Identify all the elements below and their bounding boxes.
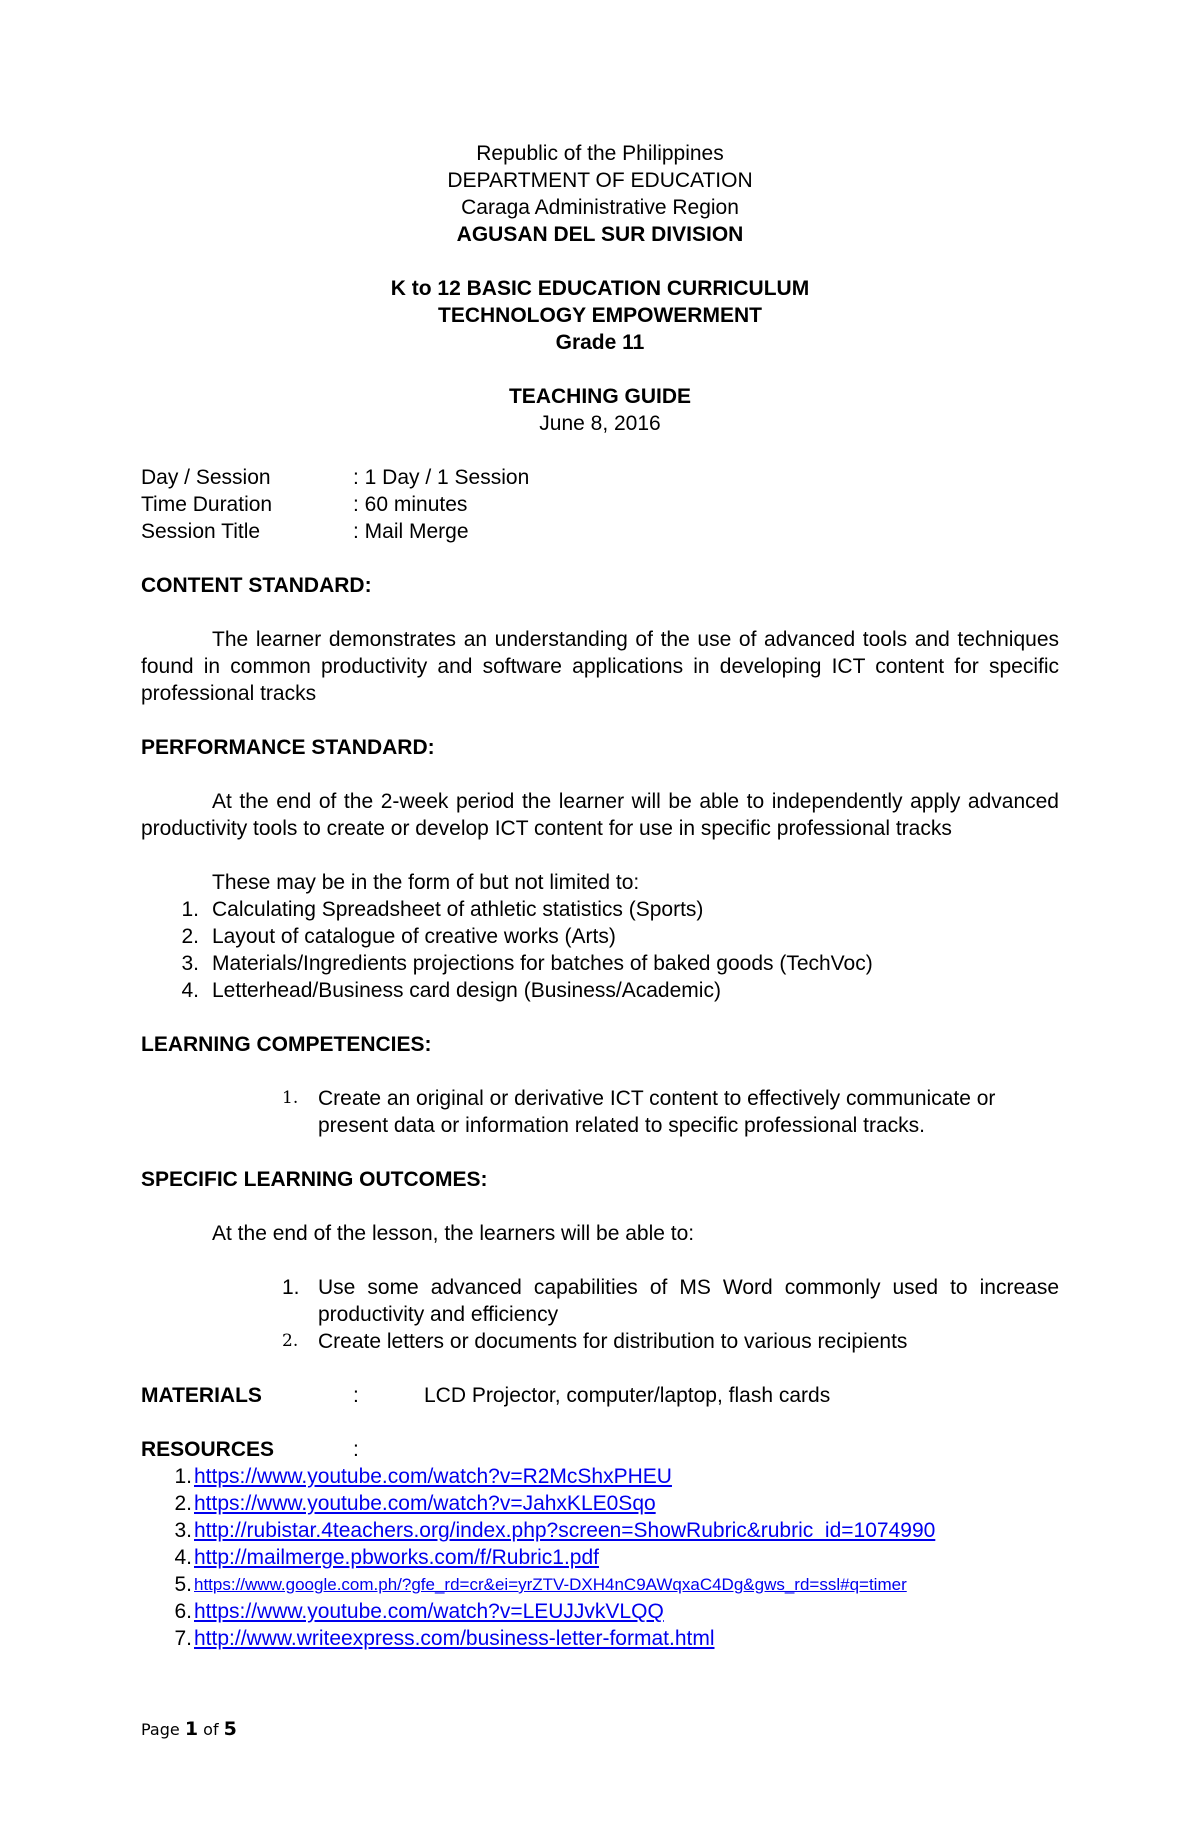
region-line: Caraga Administrative Region: [461, 196, 739, 219]
session-value: : Mail Merge: [353, 520, 469, 543]
resources-row: RESOURCES :: [141, 1438, 359, 1461]
resource-link[interactable]: http://www.writeexpress.com/business-letter-format.html: [194, 1627, 715, 1650]
session-info: [141, 464, 1059, 545]
list-item: 3. Materials/Ingredients projections for batches of baked goods (TechVoc): [181, 952, 873, 975]
performance-standard-heading: PERFORMANCE STANDARD:: [141, 736, 435, 759]
materials-value: LCD Projector, computer/laptop, flash cards: [424, 1384, 831, 1407]
resource-link[interactable]: https://www.youtube.com/watch?v=LEUJJvkVLQQ: [194, 1600, 664, 1623]
content-standard-heading: CONTENT STANDARD:: [141, 574, 372, 597]
list-item: 1. Create an original or derivative ICT content to effectively communicate or present data or information related to specific professional tracks.: [282, 1087, 996, 1137]
current-page: 1: [184, 1718, 199, 1740]
republic-line: Republic of the Philippines: [476, 142, 724, 165]
resource-link[interactable]: http://mailmerge.pbworks.com/f/Rubric1.pdf: [194, 1546, 599, 1569]
list-item: 6. https://www.youtube.com/watch?v=LEUJJvkVLQQ: [174, 1600, 664, 1623]
curriculum-line: K to 12 BASIC EDUCATION CURRICULUM: [390, 277, 810, 300]
session-label: Time Duration: [141, 493, 273, 516]
list-item: 3. http://rubistar.4teachers.org/index.php?screen=ShowRubric&rubric_id=1074990: [174, 1519, 936, 1542]
list-item: 4. http://mailmerge.pbworks.com/f/Rubric1.pdf: [174, 1546, 599, 1569]
session-row: [141, 491, 1059, 518]
session-row: [141, 518, 1059, 545]
materials-label: MATERIALS: [141, 1384, 262, 1407]
session-label: Session Title: [141, 520, 261, 543]
document-page: [141, 140, 1059, 1652]
list-item: 5. https://www.google.com.ph/?gfe_rd=cr&ei=yrZTV-DXH4nC9AWqxaC4Dg&gws_rd=ssl#q=timer: [174, 1573, 907, 1596]
list-item: 2. Layout of catalogue of creative works (Arts): [181, 925, 616, 948]
document-header: [141, 140, 1059, 437]
performance-intro: These may be in the form of but not limited to:: [212, 871, 640, 894]
department-line: DEPARTMENT OF EDUCATION: [447, 169, 753, 192]
list-item: 2. Create letters or documents for distribution to various recipients: [282, 1330, 908, 1353]
page-number-footer: Page 1 of 5: [141, 1718, 237, 1740]
list-item: 1. Calculating Spreadsheet of athletic statistics (Sports): [181, 898, 704, 921]
specific-outcomes-intro: At the end of the lesson, the learners will be able to:: [212, 1222, 695, 1245]
learning-competencies-heading: LEARNING COMPETENCIES:: [141, 1033, 432, 1056]
list-item: 7. http://www.writeexpress.com/business-letter-format.html: [174, 1627, 715, 1650]
list-item: 1. https://www.youtube.com/watch?v=R2McShxPHEU: [174, 1465, 672, 1488]
guide-date: June 8, 2016: [539, 412, 661, 435]
resource-link[interactable]: https://www.google.com.ph/?gfe_rd=cr&ei=yrZTV-DXH4nC9AWqxaC4Dg&gws_rd=ssl#q=timer: [194, 1575, 907, 1594]
division-line: AGUSAN DEL SUR DIVISION: [456, 223, 744, 246]
subject-line: TECHNOLOGY EMPOWERMENT: [438, 304, 762, 327]
session-value: : 60 minutes: [353, 493, 468, 516]
total-pages: 5: [223, 1718, 237, 1740]
performance-list: [141, 896, 1059, 1004]
resources-label: RESOURCES: [141, 1438, 275, 1461]
resource-link[interactable]: https://www.youtube.com/watch?v=JahxKLE0Sqo: [194, 1492, 656, 1515]
guide-title: TEACHING GUIDE: [508, 385, 691, 408]
performance-standard-text: At the end of the 2-week period the learner will be able to independently apply advanced productivity tools to create or develop ICT content for use in specific professional tracks: [141, 790, 1059, 840]
resource-link[interactable]: http://rubistar.4teachers.org/index.php?screen=ShowRubric&rubric_id=1074990: [194, 1519, 936, 1542]
materials-row: MATERIALS : LCD Projector, computer/laptop, flash cards: [141, 1384, 831, 1407]
resource-link[interactable]: https://www.youtube.com/watch?v=R2McShxPHEU: [194, 1465, 672, 1488]
content-standard-text: The learner demonstrates an understanding of the use of advanced tools and techniques found in common productivity and software applications in developing ICT content for specific professional tracks: [141, 628, 1059, 705]
specific-outcomes-heading: SPECIFIC LEARNING OUTCOMES:: [141, 1168, 488, 1191]
list-item: 2. https://www.youtube.com/watch?v=JahxKLE0Sqo: [174, 1492, 656, 1515]
session-row: [141, 464, 1059, 491]
list-item: 4. Letterhead/Business card design (Business/Academic): [181, 979, 721, 1002]
resources-list: [141, 1463, 1059, 1652]
grade-line: Grade 11: [555, 331, 645, 354]
session-label: Day / Session: [141, 466, 271, 489]
session-value: : 1 Day / 1 Session: [353, 466, 530, 489]
list-item: 1. Use some advanced capabilities of MS Word commonly used to increase productivity and efficiency: [282, 1276, 1059, 1326]
